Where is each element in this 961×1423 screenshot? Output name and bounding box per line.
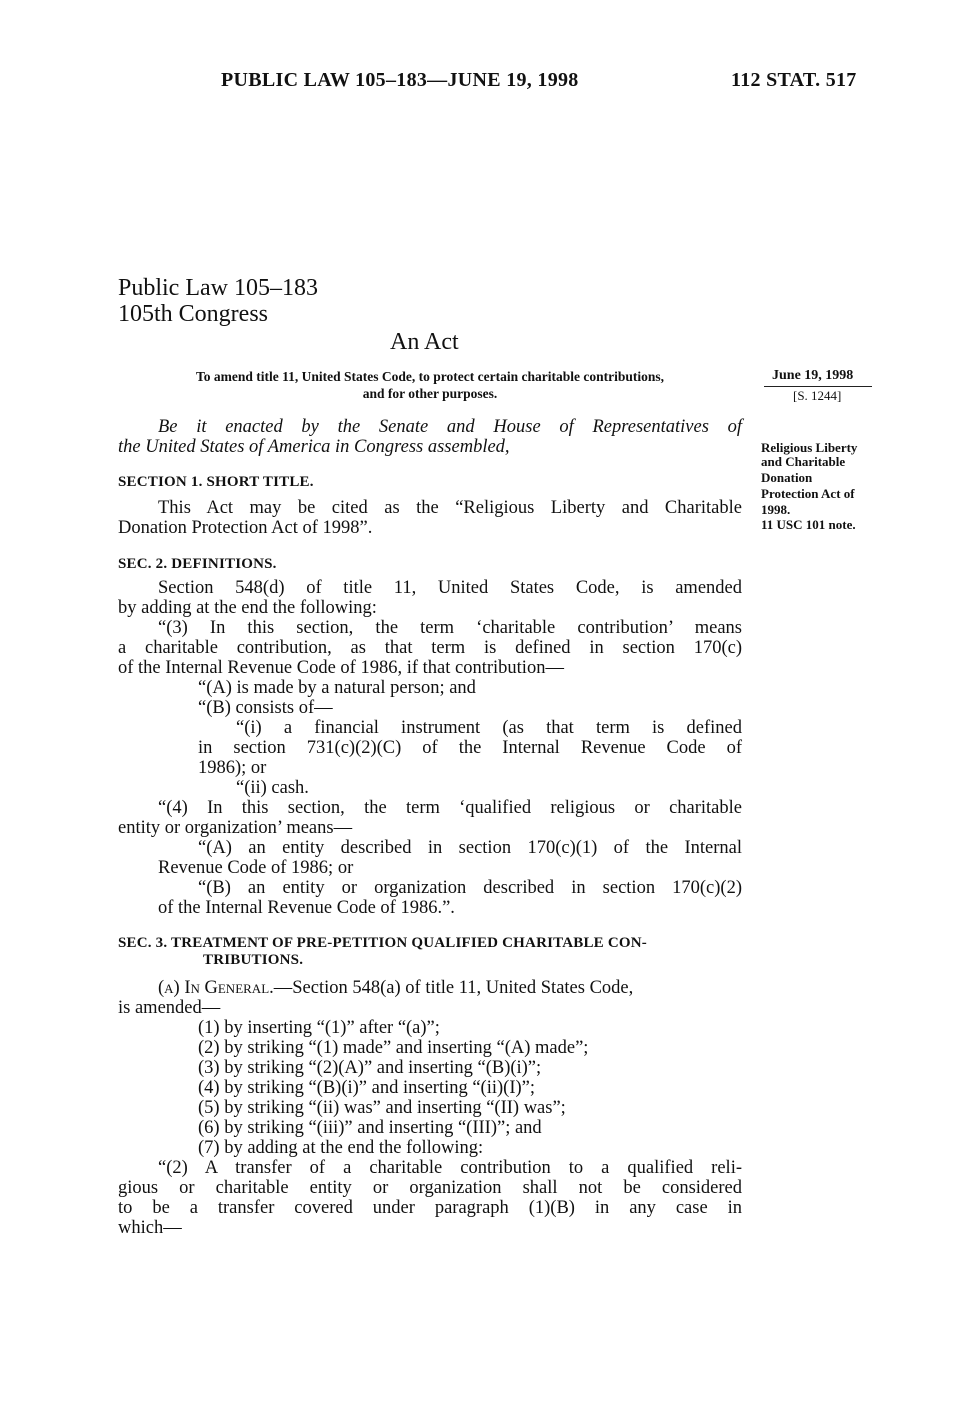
section-3-line: is amended— (118, 998, 221, 1018)
sidenote-divider (764, 386, 872, 387)
section-2-line: 1986); or (198, 758, 267, 778)
sidenote-short-title-line: 1998. (761, 502, 791, 517)
sidenote-short-title-line: Protection Act of (761, 486, 855, 501)
public-law-number: Public Law 105–183 (118, 275, 318, 301)
section-2-line: “(A) an entity described in section 170(c)(1) of the Internal (198, 838, 742, 858)
section-1-heading: SECTION 1. SHORT TITLE. (118, 474, 314, 490)
section-2-heading: SEC. 2. DEFINITIONS. (118, 556, 277, 572)
running-header-left: PUBLIC LAW 105–183—JUNE 19, 1998 (221, 69, 579, 91)
section-3-heading-continued: TRIBUTIONS. (203, 952, 304, 968)
purpose-line-2: and for other purposes. (362, 386, 498, 401)
an-act-heading: An Act (390, 329, 459, 355)
section-2-line: by adding at the end the following: (118, 598, 377, 618)
sidenote-bill-number: [S. 1244] (793, 388, 842, 403)
section-2-line: Revenue Code of 1986; or (158, 858, 354, 878)
section-3-line: (2) by striking “(1) made” and inserting “(A) made”; (198, 1038, 589, 1058)
section-3-line: (3) by striking “(2)(A)” and inserting “(B)(i)”; (198, 1058, 542, 1078)
section-2-line: “(ii) cash. (236, 778, 309, 798)
section-3-line: to be a transfer covered under paragraph (1)(B) in any case in (118, 1198, 742, 1218)
section-2-line: a charitable contribution, as that term is defined in section 170(c) (118, 638, 742, 658)
section-1-line-2: Donation Protection Act of 1998”. (118, 518, 373, 538)
section-3-line: (4) by striking “(B)(i)” and inserting “(ii)(I)”; (198, 1078, 535, 1098)
section-2-line: “(3) In this section, the term ‘charitable contribution’ means (158, 618, 742, 638)
subsection-text: —Section 548(a) of title 11, United States Code, (273, 978, 634, 998)
sidenote-short-title-line: and Charitable (761, 454, 846, 469)
section-2-line: “(B) an entity or organization described in section 170(c)(2) (198, 878, 742, 898)
congress-number: 105th Congress (118, 301, 268, 327)
section-3-line: (5) by striking “(ii) was” and inserting “(II) was”; (198, 1098, 566, 1118)
section-3-subsection-a (158, 978, 633, 998)
section-2-line: Section 548(d) of title 11, United States Code, is amended (158, 578, 742, 598)
enacting-clause-line-2: the United States of America in Congress assembled, (118, 437, 510, 457)
sidenote-short-title-line: Religious Liberty (761, 440, 858, 455)
section-2-line: “(4) In this section, the term ‘qualified religious or charitable (158, 798, 742, 818)
enacting-clause-line-1: Be it enacted by the Senate and House of Representatives of (158, 417, 742, 437)
section-2-line: of the Internal Revenue Code of 1986, if that contribution— (118, 658, 564, 678)
section-3-line: “(2) A transfer of a charitable contribution to a qualified reli- (158, 1158, 742, 1178)
page-citation: 112 STAT. 517 (731, 69, 857, 91)
section-3-line: (1) by inserting “(1)” after “(a)”; (198, 1018, 440, 1038)
purpose-line-1: To amend title 11, United States Code, to protect certain charitable contributions, (196, 369, 664, 384)
section-2-line: in section 731(c)(2)(C) of the Internal Revenue Code of (198, 738, 742, 758)
section-1-line-1: This Act may be cited as the “Religious Liberty and Charitable (158, 498, 742, 518)
section-3-line: (7) by adding at the end the following: (198, 1138, 484, 1158)
section-2-line: “(i) a financial instrument (as that term is defined (236, 718, 742, 738)
section-2-line: of the Internal Revenue Code of 1986.”. (158, 898, 455, 918)
section-3-line: which— (118, 1218, 182, 1238)
section-2-line: “(A) is made by a natural person; and (198, 678, 476, 698)
subsection-heading: (a) In General. (158, 978, 274, 998)
sidenote-date: June 19, 1998 (772, 368, 854, 383)
sidenote-usc-citation: 11 USC 101 note. (761, 517, 856, 532)
section-3-line: gious or charitable entity or organization shall not be considered (118, 1178, 742, 1198)
section-2-line: “(B) consists of— (198, 698, 333, 718)
section-2-line: entity or organization’ means— (118, 818, 353, 838)
section-3-heading: SEC. 3. TREATMENT OF PRE-PETITION QUALIFIED CHARITABLE CON- (118, 935, 647, 951)
section-3-line: (6) by striking “(iii)” and inserting “(III)”; and (198, 1118, 542, 1138)
sidenote-short-title-line: Donation (761, 470, 813, 485)
